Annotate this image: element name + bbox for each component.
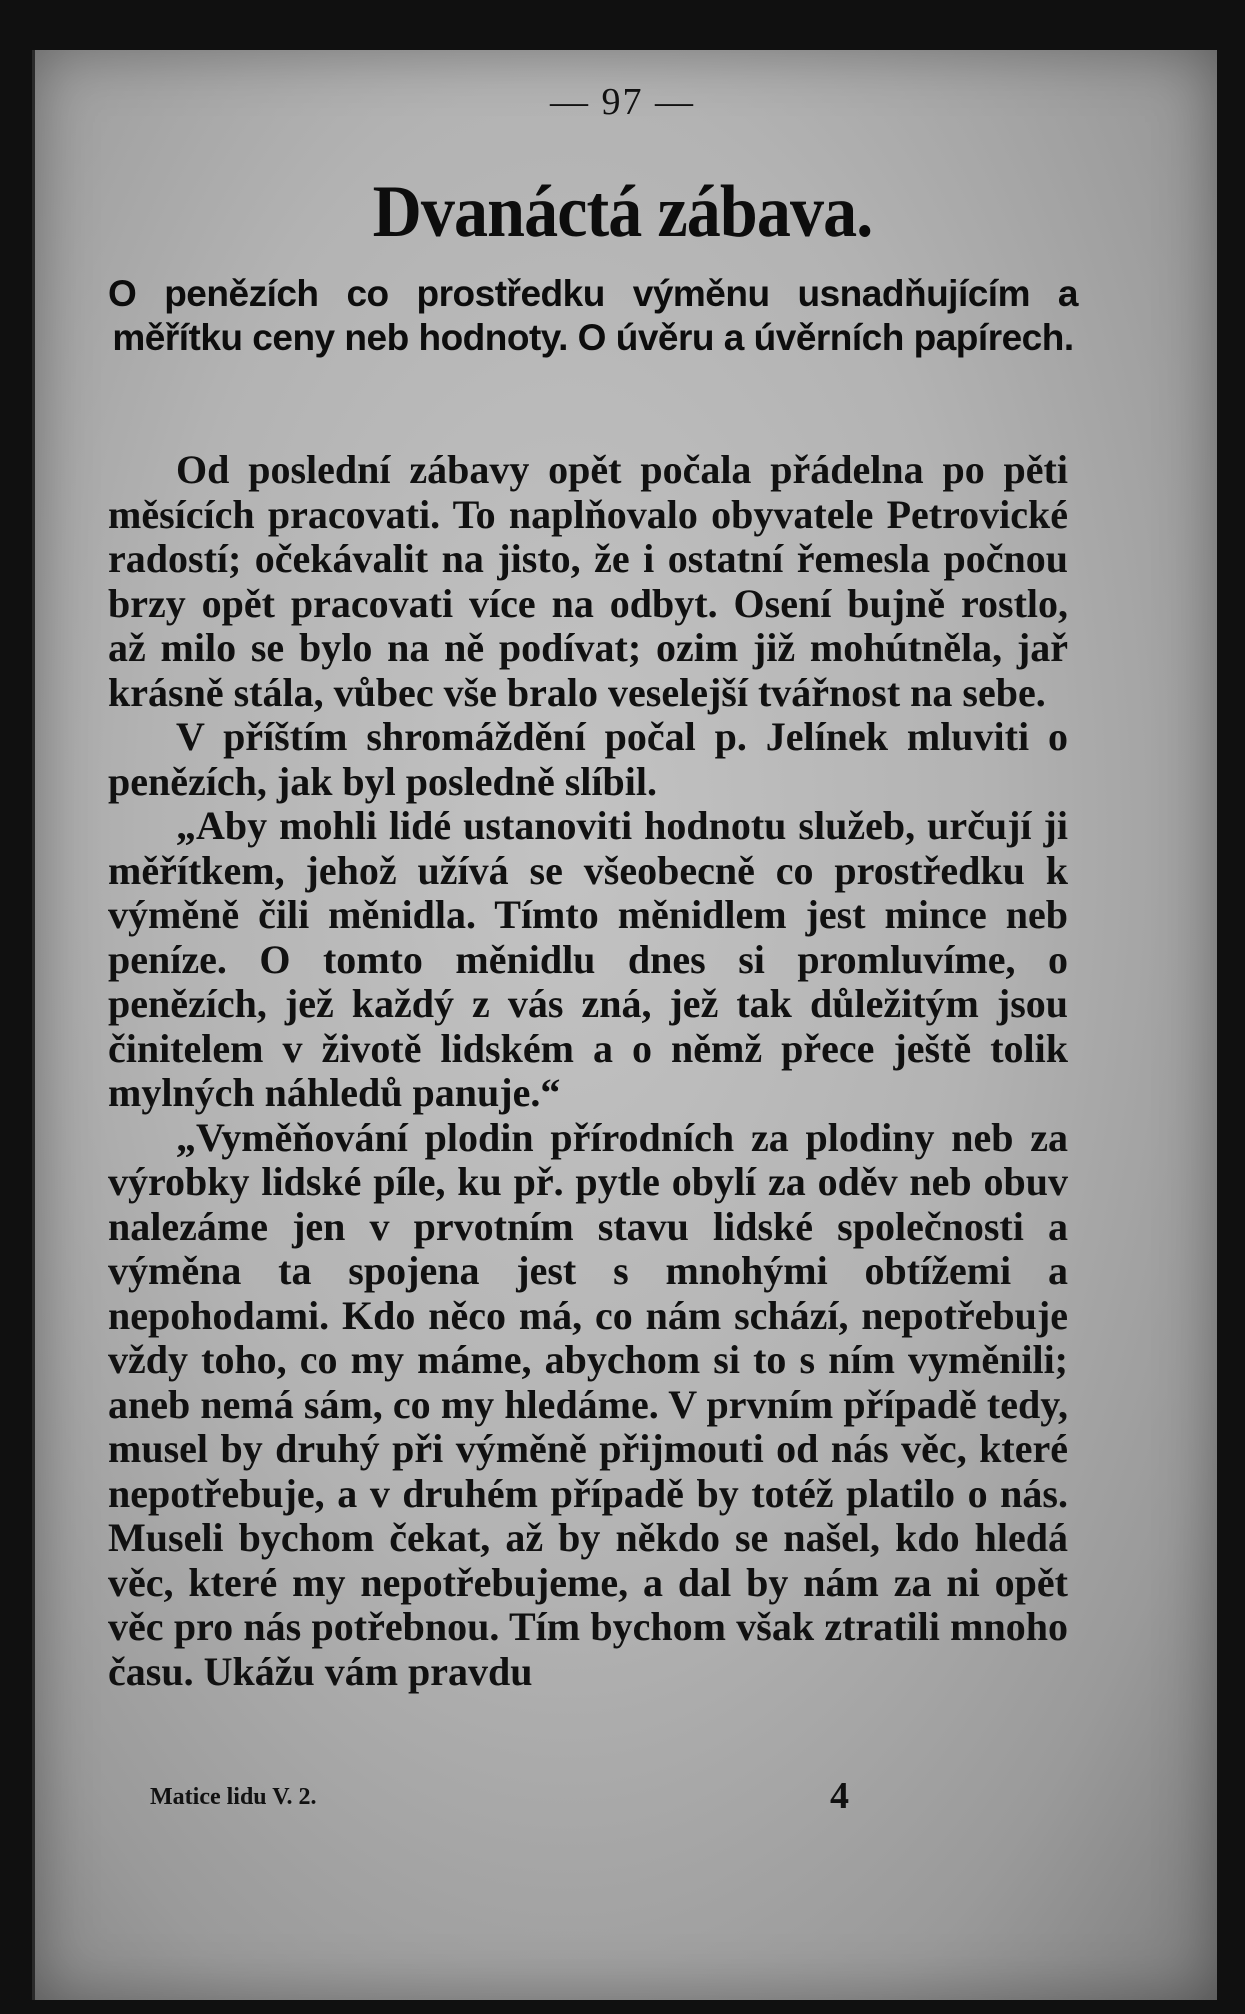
paragraph: „Aby mohli lidé ustanoviti hodnotu služeb, určují ji měřítkem, jehož užívá se všeobecně co prostředku k výměně čili měnidla. Tímto měnidlem jest mince neb peníze. O tomto měnidlu dnes si promluvíme, o penězích, jež každý z vás zná, jež tak důležitým jsou činitelem v životě lidském a o němž přece ještě tolik mylných náhledů panuje.“ [108, 803, 1068, 1115]
body-text [108, 448, 1068, 1694]
paragraph: V příštím shromáždění počal p. Jelínek mluviti o penězích, jak byl posledně slíbil. [108, 714, 1068, 804]
printer-signature: Matice lidu V. 2. [150, 1784, 317, 1810]
signature-number: 4 [830, 1775, 849, 1817]
chapter-subtitle: O penězích co prostředku výměnu usnadňujícím a měřítku ceny neb hodnoty. O úvěru a úvěrních papírech. [108, 273, 1078, 358]
paragraph: Od poslední zábavy opět počala přádelna po pěti měsících pracovati. To naplňovalo obyvatele Petrovické radostí; očekávalit na jisto, že i ostatní řemesla počnou brzy opět pracovati více na odbyt. Osení bujně rostlo, až milo se bylo na ně podívat; ozim již mohútněla, jař krásně stála, vůbec vše bralo veselejší tvářnost na sebe. [108, 447, 1068, 715]
paragraph: „Vyměňování plodin přírodních za plodiny neb za výrobky lidské píle, ku př. pytle obylí za oděv neb obuv nalezáme jen v prvotním stavu lidské společnosti a výměna ta spojena jest s mnohými obtížemi a nepohodami. Kdo něco má, co nám schází, nepotřebuje vždy toho, co my máme, abychom si to s ním vyměnili; aneb nemá sám, co my hledáme. V prvním případě tedy, musel by druhý při výměně přijmouti od nás věc, které nepotřebuje, a v druhém případě by totéž platilo o nás. Museli bychom čekat, až by někdo se našel, kdo hledá věc, které my nepotřebujeme, a dal by nám za ni opět věc pro nás potřebnou. Tím bychom však ztratili mnoho času. Ukážu vám pravdu [108, 1114, 1068, 1694]
page-footer [150, 1775, 870, 1818]
page-number: — 97 — [550, 81, 695, 123]
chapter-title: Dvanáctá zábava. [372, 171, 873, 253]
